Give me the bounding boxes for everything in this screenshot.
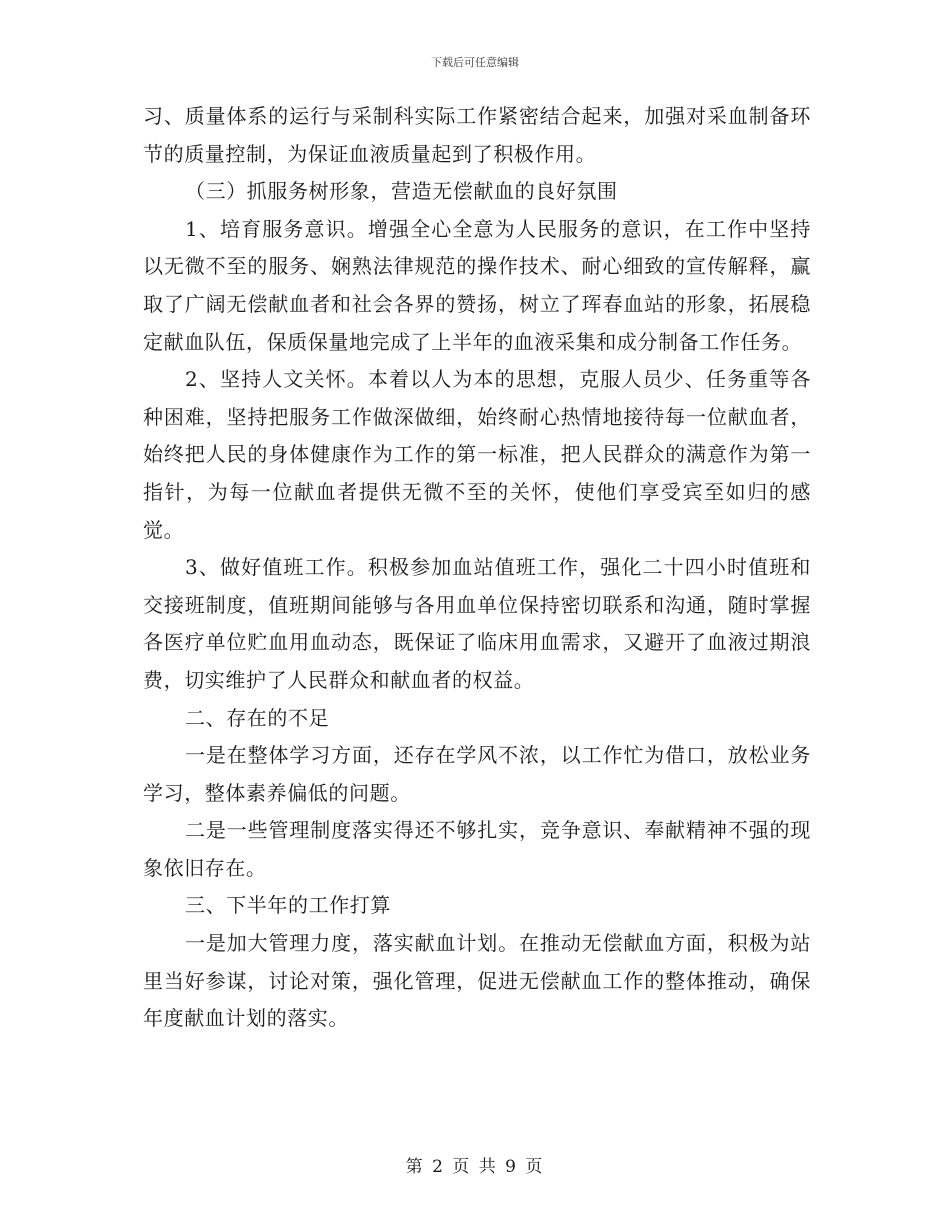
paragraph-duty-work: 3、做好值班工作。积极参加血站值班工作，强化二十四小时值班和交接班制度，值班期间能够与各用血单位保持密切联系和沟通，随时掌握各医疗单位贮血用血动态，既保证了临床用血需求，又避开了血液过期浪费，切实维护了人民群众和献血者的权益。	[143, 555, 811, 692]
paragraph-continuation: 习、质量体系的运行与采制科实际工作紧密结合起来，加强对采血制备环节的质量控制，为保证血液质量起到了积极作用。	[143, 104, 811, 166]
paragraph-humanistic-care: 2、坚持人文关怀。本着以人为本的思想，克服人员少、任务重等各种困难，坚持把服务工作做深做细，始终耐心热情地接待每一位献血者，始终把人民的身体健康作为工作的第一标准，把人民群众的满意作为第一指针，为每一位献血者提供无微不至的关怀，使他们享受宾至如归的感觉。	[143, 367, 811, 542]
document-body	[143, 98, 811, 1038]
paragraph-shortcoming-one: 一是在整体学习方面，还存在学风不浓，以工作忙为借口，放松业务学习，整体素养偏低的问题。	[143, 743, 811, 805]
paragraph-service-awareness: 1、培育服务意识。增强全心全意为人民服务的意识，在工作中坚持以无微不至的服务、娴熟法律规范的操作技术、耐心细致的宣传解释，赢取了广阔无偿献血者和社会各界的赞扬，树立了珲春血站的形象，拓展稳定献血队伍，保质保量地完成了上半年的血液采集和成分制备工作任务。	[143, 216, 811, 354]
paragraph-shortcoming-two: 二是一些管理制度落实得还不够扎实，竞争意识、奉献精神不强的现象依旧存在。	[143, 818, 811, 880]
section-heading-service: （三）抓服务树形象，营造无偿献血的良好氛围	[185, 179, 618, 204]
paragraph-plan-one: 一是加大管理力度，落实献血计划。在推动无偿献血方面，积极为站里当好参谋，讨论对策，强化管理，促进无偿献血工作的整体推动，确保年度献血计划的落实。	[143, 931, 811, 1031]
section-heading-plan: 三、下半年的工作打算	[185, 893, 391, 918]
page-number-footer: 第 2 页 共 9 页	[405, 1157, 545, 1177]
section-heading-shortcomings: 二、存在的不足	[185, 705, 330, 730]
header-note: 下载后可任意编辑	[431, 56, 519, 69]
